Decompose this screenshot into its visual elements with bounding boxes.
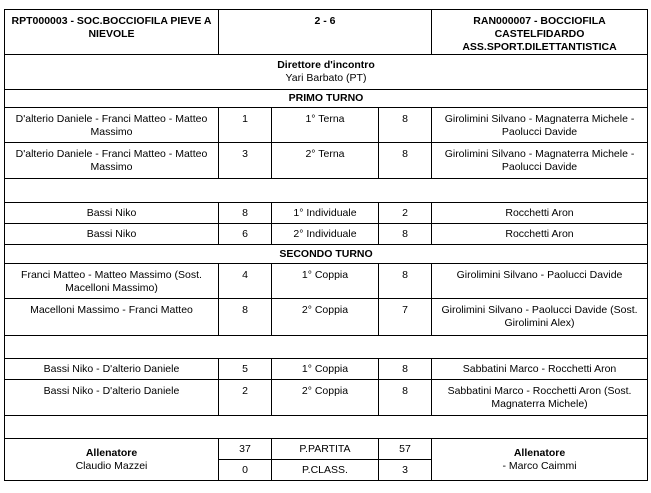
match-report-sheet: [4, 9, 647, 481]
away-team-name: RAN000007 - BOCCIOFILA CASTELFIDARDO ASS.SPORT.DILETTANTISTICA: [432, 10, 648, 55]
game-type: 2° Coppia: [272, 299, 379, 336]
home-players: D'alterio Daniele - Franci Matteo - Matteo Massimo: [5, 143, 219, 179]
first-round-title: PRIMO TURNO: [5, 90, 648, 108]
table-row: [5, 380, 648, 416]
away-players: Girolimini Silvano - Paolucci Davide: [432, 264, 648, 299]
away-points-class: 3: [379, 460, 432, 481]
points-match-label: P.PARTITA: [272, 439, 379, 460]
away-score: 8: [379, 380, 432, 416]
points-class-label: P.CLASS.: [272, 460, 379, 481]
section-title-row: [5, 90, 648, 108]
home-score: 1: [219, 108, 272, 143]
away-score: 8: [379, 264, 432, 299]
match-report-table: [4, 9, 648, 481]
home-players: Bassi Niko - D'alterio Daniele: [5, 359, 219, 380]
table-row: [5, 264, 648, 299]
game-type: 1° Coppia: [272, 359, 379, 380]
away-players: Girolimini Silvano - Paolucci Davide (Sost. Girolimini Alex): [432, 299, 648, 336]
game-type: 1° Coppia: [272, 264, 379, 299]
footer-row: [5, 439, 648, 460]
away-coach-label: Allenatore: [513, 446, 566, 459]
table-row: [5, 359, 648, 380]
home-points-class: 0: [219, 460, 272, 481]
spacer-row: [5, 179, 648, 203]
empty-cell: [5, 179, 648, 203]
home-players: Bassi Niko - D'alterio Daniele: [5, 380, 219, 416]
home-score: 5: [219, 359, 272, 380]
home-score: 8: [219, 203, 272, 224]
away-players: Rocchetti Aron: [432, 224, 648, 245]
away-score: 8: [379, 224, 432, 245]
table-row: [5, 224, 648, 245]
game-type: 2° Coppia: [272, 380, 379, 416]
game-type: 2° Terna: [272, 143, 379, 179]
away-players: Sabbatini Marco - Rocchetti Aron (Sost. Magnaterra Michele): [432, 380, 648, 416]
home-score: 2: [219, 380, 272, 416]
game-type: 1° Terna: [272, 108, 379, 143]
home-score: 8: [219, 299, 272, 336]
game-type: 2° Individuale: [272, 224, 379, 245]
table-row: [5, 299, 648, 336]
home-points-match: 37: [219, 439, 272, 460]
spacer-row: [5, 416, 648, 439]
home-team-name: RPT000003 - SOC.BOCCIOFILA PIEVE A NIEVOLE: [5, 10, 219, 55]
director-name: Yari Barbato (PT): [285, 72, 367, 84]
away-coach-name: - Marco Caimmi: [502, 459, 577, 472]
header-row: [5, 10, 648, 55]
home-coach-label: Allenatore: [85, 446, 138, 459]
spacer-row: [5, 336, 648, 359]
table-row: [5, 108, 648, 143]
home-coach-cell: [5, 439, 219, 481]
director-label: Direttore d'incontro: [277, 59, 375, 71]
home-players: Macelloni Massimo - Franci Matteo: [5, 299, 219, 336]
home-players: D'alterio Daniele - Franci Matteo - Matteo Massimo: [5, 108, 219, 143]
game-type: 1° Individuale: [272, 203, 379, 224]
away-score: 8: [379, 143, 432, 179]
away-coach-cell: [432, 439, 648, 481]
table-row: [5, 143, 648, 179]
director-row: [5, 55, 648, 90]
section-title-row: [5, 245, 648, 264]
away-players: Sabbatini Marco - Rocchetti Aron: [432, 359, 648, 380]
away-players: Girolimini Silvano - Magnaterra Michele - Paolucci Davide: [432, 143, 648, 179]
table-row: [5, 203, 648, 224]
away-score: 8: [379, 108, 432, 143]
away-score: 7: [379, 299, 432, 336]
home-score: 6: [219, 224, 272, 245]
empty-cell: [5, 336, 648, 359]
match-score: 2 - 6: [219, 10, 432, 55]
away-players: Girolimini Silvano - Magnaterra Michele - Paolucci Davide: [432, 108, 648, 143]
home-players: Bassi Niko: [5, 203, 219, 224]
home-score: 3: [219, 143, 272, 179]
director-cell: [5, 55, 648, 90]
empty-cell: [5, 416, 648, 439]
away-points-match: 57: [379, 439, 432, 460]
home-coach-name: Claudio Mazzei: [75, 459, 148, 472]
home-score: 4: [219, 264, 272, 299]
away-score: 8: [379, 359, 432, 380]
home-players: Franci Matteo - Matteo Massimo (Sost. Macelloni Massimo): [5, 264, 219, 299]
second-round-title: SECONDO TURNO: [5, 245, 648, 264]
away-score: 2: [379, 203, 432, 224]
home-players: Bassi Niko: [5, 224, 219, 245]
away-players: Rocchetti Aron: [432, 203, 648, 224]
